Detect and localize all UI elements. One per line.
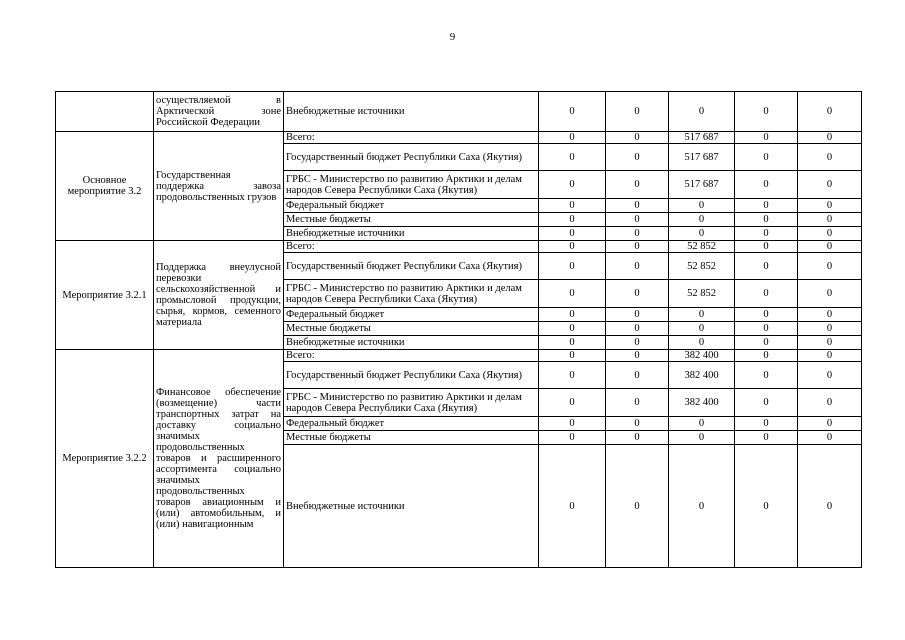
value-cell: 0 [669, 92, 735, 132]
funding-source-cell: Федеральный бюджет [284, 308, 539, 322]
value-cell: 52 852 [669, 253, 735, 280]
value-cell: 0 [539, 132, 606, 144]
funding-source-cell: Местные бюджеты [284, 213, 539, 227]
row-description-cell: осуществляемой в Арктической зоне Российской Федерации [154, 92, 284, 132]
value-cell: 0 [669, 336, 735, 350]
value-cell: 0 [606, 253, 669, 280]
value-cell: 0 [798, 92, 862, 132]
value-cell: 0 [539, 227, 606, 241]
measure-description-cell: Поддержка внеулусной перевозки сельскохозяйственной и промысловой продукции, сырья, кормов, семенного материала [154, 241, 284, 350]
value-cell: 0 [606, 445, 669, 568]
value-cell: 0 [539, 336, 606, 350]
value-cell: 0 [798, 350, 862, 362]
value-cell: 0 [798, 171, 862, 199]
measure-description-cell: Государственная поддержка завоза продовольственных грузов [154, 132, 284, 241]
value-cell: 0 [735, 389, 798, 417]
value-cell: 0 [669, 199, 735, 213]
value-cell: 0 [798, 199, 862, 213]
value-cell: 0 [798, 431, 862, 445]
measure-code-cell: Мероприятие 3.2.1 [56, 241, 154, 350]
funding-source-cell: Внебюджетные источники [284, 336, 539, 350]
funding-source-cell: Всего: [284, 350, 539, 362]
value-cell: 0 [539, 241, 606, 253]
value-cell: 0 [606, 308, 669, 322]
budget-table-body [56, 92, 862, 568]
value-cell: 0 [735, 132, 798, 144]
value-cell: 0 [798, 417, 862, 431]
value-cell: 0 [539, 213, 606, 227]
value-cell: 0 [735, 350, 798, 362]
value-cell: 0 [669, 445, 735, 568]
value-cell: 52 852 [669, 280, 735, 308]
value-cell: 0 [606, 132, 669, 144]
value-cell: 0 [606, 431, 669, 445]
value-cell: 0 [669, 417, 735, 431]
value-cell: 0 [798, 227, 862, 241]
funding-source-cell: Государственный бюджет Республики Саха (Якутия) [284, 144, 539, 171]
value-cell: 382 400 [669, 362, 735, 389]
value-cell: 0 [735, 92, 798, 132]
value-cell: 0 [606, 336, 669, 350]
value-cell: 0 [798, 280, 862, 308]
value-cell: 0 [606, 280, 669, 308]
funding-source-cell: Федеральный бюджет [284, 417, 539, 431]
table-row [56, 241, 862, 253]
measure-code-cell: Основное мероприятие 3.2 [56, 132, 154, 241]
value-cell: 0 [735, 417, 798, 431]
value-cell: 0 [735, 253, 798, 280]
value-cell: 0 [798, 241, 862, 253]
value-cell: 0 [735, 336, 798, 350]
value-cell: 0 [539, 362, 606, 389]
value-cell: 0 [735, 227, 798, 241]
value-cell: 0 [539, 144, 606, 171]
value-cell: 0 [606, 227, 669, 241]
value-cell: 0 [669, 213, 735, 227]
value-cell: 0 [735, 431, 798, 445]
value-cell: 0 [606, 171, 669, 199]
funding-source-cell: Внебюджетные источники [284, 227, 539, 241]
measure-description-cell: Финансовое обеспечение (возмещение) части транспортных затрат на доставку социально значимых продовольственных товаров и расширенного ассортимента социально значимых продовольственных товаров авиационным и (или) автомобильным, и (или) навигационным [154, 350, 284, 568]
value-cell: 0 [798, 445, 862, 568]
value-cell: 0 [735, 445, 798, 568]
funding-source-cell: Федеральный бюджет [284, 199, 539, 213]
value-cell: 0 [735, 280, 798, 308]
value-cell: 0 [606, 213, 669, 227]
value-cell: 0 [606, 92, 669, 132]
funding-source-cell: Внебюджетные источники [284, 445, 539, 568]
value-cell: 0 [735, 362, 798, 389]
value-cell: 0 [669, 322, 735, 336]
funding-source-cell: Всего: [284, 132, 539, 144]
value-cell: 0 [539, 253, 606, 280]
value-cell: 0 [798, 322, 862, 336]
value-cell: 0 [539, 350, 606, 362]
value-cell: 0 [669, 431, 735, 445]
value-cell: 0 [735, 171, 798, 199]
value-cell: 0 [539, 431, 606, 445]
value-cell: 0 [606, 144, 669, 171]
value-cell: 0 [539, 199, 606, 213]
value-cell: 382 400 [669, 389, 735, 417]
funding-source-cell: ГРБС - Министерство по развитию Арктики и делам народов Севера Республики Саха (Якутия) [284, 280, 539, 308]
value-cell: 0 [606, 417, 669, 431]
value-cell: 0 [539, 389, 606, 417]
value-cell: 0 [539, 322, 606, 336]
value-cell: 517 687 [669, 144, 735, 171]
value-cell: 0 [539, 92, 606, 132]
value-cell: 0 [669, 308, 735, 322]
value-cell: 0 [606, 322, 669, 336]
table-row [56, 132, 862, 144]
value-cell: 0 [798, 336, 862, 350]
value-cell: 0 [798, 389, 862, 417]
value-cell: 0 [798, 308, 862, 322]
value-cell: 0 [539, 171, 606, 199]
funding-source-cell: ГРБС - Министерство по развитию Арктики и делам народов Севера Республики Саха (Якутия) [284, 171, 539, 199]
value-cell: 0 [798, 362, 862, 389]
funding-source-cell: Местные бюджеты [284, 431, 539, 445]
budget-table [55, 91, 862, 568]
measure-code-cell: Мероприятие 3.2.2 [56, 350, 154, 568]
value-cell: 0 [606, 199, 669, 213]
page-number: 9 [449, 31, 456, 43]
funding-source-cell: Внебюджетные источники [284, 92, 539, 132]
value-cell: 0 [539, 280, 606, 308]
value-cell: 0 [606, 362, 669, 389]
value-cell: 0 [606, 350, 669, 362]
funding-source-cell: Государственный бюджет Республики Саха (Якутия) [284, 362, 539, 389]
value-cell: 0 [669, 227, 735, 241]
value-cell: 0 [539, 308, 606, 322]
value-cell: 0 [606, 241, 669, 253]
value-cell: 0 [735, 213, 798, 227]
value-cell: 0 [539, 417, 606, 431]
value-cell: 0 [735, 144, 798, 171]
value-cell: 382 400 [669, 350, 735, 362]
funding-source-cell: Всего: [284, 241, 539, 253]
value-cell: 0 [798, 213, 862, 227]
table-row [56, 92, 862, 132]
funding-source-cell: Местные бюджеты [284, 322, 539, 336]
value-cell: 0 [735, 308, 798, 322]
value-cell: 0 [606, 389, 669, 417]
value-cell: 0 [735, 199, 798, 213]
row-code-cell [56, 92, 154, 132]
funding-source-cell: Государственный бюджет Республики Саха (Якутия) [284, 253, 539, 280]
value-cell: 517 687 [669, 171, 735, 199]
value-cell: 52 852 [669, 241, 735, 253]
value-cell: 0 [798, 132, 862, 144]
value-cell: 0 [735, 322, 798, 336]
value-cell: 0 [798, 253, 862, 280]
value-cell: 517 687 [669, 132, 735, 144]
table-row [56, 350, 862, 362]
funding-source-cell: ГРБС - Министерство по развитию Арктики и делам народов Севера Республики Саха (Якутия) [284, 389, 539, 417]
value-cell: 0 [539, 445, 606, 568]
value-cell: 0 [798, 144, 862, 171]
value-cell: 0 [735, 241, 798, 253]
